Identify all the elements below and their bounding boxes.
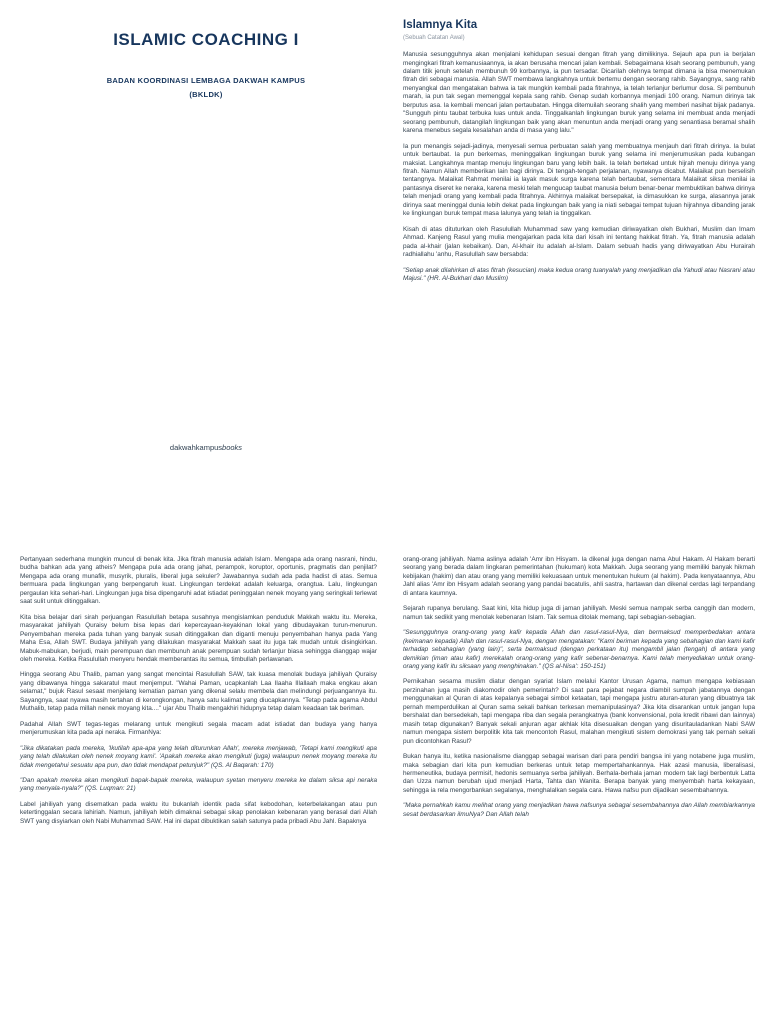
paragraph: Manusia sesungguhnya akan menjalani kehidupan sesuai dengan fitrah yang dimilikinya. Sejauh apa pun ia berjalan mengingkari fitrah kemanusiaannya, ia akan berusaha mencari jalan kembali. Sebagaimana kisah seorang pembunuh, yang dalam titik jenuh setelah membunuh 99 korbannya, ia pun tersadar. Dicarilah olehnya tempat dimana ia bisa menemukan fitrah diri sebagai manusia. Allah SWT membawa langkahnya untuk bertemu dengan seorang rahib. Sayangnya, sang rahib menyangkal dan mengatakan bahwa ia tak mungkin kembali pada fitrahnya, ia telah terlanjur berlumur dosa. Si pembunuh marah, ia pun tak segan memenggal kepala sang rahib. Genap sudah korbannya menjadi 100 orang. Namun dirinya tak berputus asa. Ia kembali mencari jalan pertaubatan. Hingga ditemuilah seorang shalih yang memberi nasihat bijak padanya. "Sungguh pintu taubat terbuka luas untuk anda. Tinggalkanlah lingkungan buruk yang selama ini membuat anda menjadi seorang pembunuh, datangilah lingkungan baik yang akan menuntun anda menjadi orang yang senantiasa beramal shalih karena menebus segala kesalahan anda di masa yang lalu.": [403, 51, 755, 135]
quran-quote: "Dan apakah mereka akan mengikuti bapak-bapak mereka, walaupun syetan menyeru mereka ke dalam siksa api neraka yang menyala-nyala?" (QS. Luqman: 21): [20, 776, 377, 793]
bottom-right-column: [403, 556, 755, 826]
publisher-brand: [20, 443, 392, 452]
paragraph: Pertanyaan sederhana mungkin muncul di benak kita. Jika fitrah manusia adalah Islam. Mengapa ada orang nasrani, hindu, budha bahkan ada yang atheis? Mengapa pula ada orang jahat, perampok, koruptor, oportunis, pragmatis dan penjilat? Mengapa ada orang munafik, musyrik, pluralis, liberal juga sekuler? Jawabannya sudah ada pada hadist di atas. Semua bermuara pada lingkungan yang berpengaruh kuat. Lingkungan terdekat adalah keluarga, orangtua. Lalu, lingkungan pergaulan kita sehari-hari. Lingkungan juga bisa dipengaruhi adat istiadat peninggalan nenek moyang yang seringkali terlewat saat sulit untuk ditinggalkan.: [20, 556, 377, 606]
paragraph: orang-orang jahiliyah. Nama aslinya adalah 'Amr ibn Hisyam. Ia dikenal juga dengan nama Abul Hakam. Al Hakam berarti seorang yang berada dalam lingkaran pemerintahan (hukuman) kota Makkah. Juga seorang yang memiliki banyak hikmah kebijakan (hakim) dan atau orang yang memiliki kekuasaan untuk menentukan hukum (al hakim). Pada kenyataannya, Abu Jahl alias 'Amr ibn Hisyam adalah seorang yang pandai bacatulis, ahli sastra, hartawan dan dikenal cerdas lagi terpandang di antara kaumnya.: [403, 556, 755, 597]
hadith-quote: "Setiap anak dilahirkan di atas fitrah (kesucian) maka kedua orang tuanyalah yang menjadikan dia Yahudi atau Nasrani atau Majusi." (HR. Al-Bukhari dan Muslim): [403, 266, 755, 282]
paragraph: Padahal Allah SWT tegas-tegas melarang untuk mengikuti segala macam adat istiadat dan budaya yang hanya menjerumuskan kita pada api neraka. FirmanNya:: [20, 720, 377, 737]
paragraph: Label jahiliyah yang disematkan pada waktu itu bukanlah identik pada sifat kebodohan, keterbelakangan atau pun ketertinggalan secara lahiriah. Namun, jahiliyah lebih dimaknai sebagai sikap penolakan kebenaran yang berasal dari Allah SWT yang disyiarkan oleh Nabi Muhammad SAW. Hal ini dapat dibuktikan salah satunya pada pribadi Abu Jahl. Bapaknya: [20, 800, 377, 825]
quran-quote: "Sesungguhnya orang-orang yang kafir kepada Allah dan rasul-rasul-Nya, dan bermaksud memperbedakan antara (keimanan kepada) Allah dan rasul-rasul-Nya, dengan mengatakan: "Kami beriman kepada yang sebahagian dan kami kafir terhadap sebahagian (yang lain)", serta bermaksud (dengan perkataan itu) mengambil jalan (tengah) di antara yang demikian (iman atau kafir) merekalah orang-orang yang kafir sebenar-benarnya. Kami telah menyediakan untuk orang-orang yang kafir itu siksaan yang menghinakan." (QS al-Nisa': 150-151): [403, 629, 755, 670]
article-column: [403, 18, 755, 290]
paragraph: Kita bisa belajar dari sirah perjuangan Rasulullah betapa susahnya mengislamkan penduduk Makkah waktu itu. Mereka, masyarakat jahiliyah Quraisy belum bisa lepas dari kepercayaan-keyakinan lokal yang dibudayakan turun-menurun. Penyembahan mereka pada tuhan yang banyak susah ditinggalkan dan diganti menuju penyembahan hanya pada Yang Maha Esa, Allah SWT. Budaya jahiliyah yang dilakukan masyarakat Makkah saat itu juga tak mudah untuk disingkirkan. Mabuk-mabukan, berjudi, main perempuan dan membunuh anak perempuan sudah terlanjur biasa sehingga dianggap wajar oleh mereka. Ketika Rasulullah menyeru hendak memberantas itu semua, timbullah perlawanan.: [20, 613, 377, 663]
publisher-brand-normal: dakwahkampus: [169, 443, 223, 452]
organization-line2: (BKLDK): [189, 90, 223, 100]
paragraph: Bukan hanya itu, ketika nasionalisme dianggap sebagai warisan dari para pendiri bangsa ini yang notabene juga muslim, maka sebagian dari kita pun kemudian berkeras untuk tetap mempertahankannya. Hak azasi manusia, liberalisasi, hermeneutika, budaya permisif, hedonis semuanya serba jahiliyah. Berhala-berhala jaman modern tak lagi berbentuk Latta dan Uzza namun berubah ujud menjadi Harta, Tahta dan Wanita. Berapa banyak yang menyembah harta kekayaan, sehingga ia rela mengorbankan segalanya, menghalalkan segala cara. Hawa nafsu pun dijadikan sesembahannya.: [403, 753, 755, 794]
publisher-brand-italic: books: [222, 443, 243, 452]
paragraph: Pernikahan sesama muslim diatur dengan syariat Islam melalui Kantor Urusan Agama, namun mengapa kebiasaan perzinahan juga masih diakomodir oleh pemerintah? Di saat para pejabat negara diambil sumpah jabatannya dengan menggunakan al Quran di atas kepalanya sebagai simbol ketaatan, tapi mengapa justru aturan-aturan yang dibuatnya tak pernah memperdulikan al Quran sama sekali bahkan terkesan memanipulasinya? Jika kita disarankan untuk jangan lupa bershalat dan bersedekah, tapi mengapa riba dan segala perangkatnya (bank konvensional, pola kredit ribawi dan lainnya) masih tetap digunakan? Banyak sekali anjuran agar akhlak kita disesuaikan dengan yang disuritauladankan Nabi SAW namun mengapa sistem berpolitik kita tak mencontoh Rasul, malahan mengikuti sistem demokrasi yang tak pernah sekali pun dicontohkan Rasul?: [403, 678, 755, 745]
article-subtitle: (Sebuah Catatan Awal): [403, 35, 465, 42]
paragraph: Sejarah rupanya berulang. Saat kini, kita hidup juga di jaman jahiliyah. Meski semua nampak serba canggih dan modern, namun tak sedikit yang menolak kebenaran Islam. Tak semua ditolak memang, tapi sebagian-sebagian.: [403, 605, 755, 621]
organization-name: [20, 74, 392, 103]
quran-quote: "Jika dikatakan pada mereka, 'Ikutilah apa-apa yang telah diturunkan Allah', mereka menjawab, 'Tetapi kami mengikuti apa yang telah dilakukan oleh nenek moyang kami'. 'Apakah mereka akan mengikuti (juga) walaupun nenek moyang mereka itu tidak mengetahui sesuatu apa pun, dan tidak mendapat petunjuk?" (QS. Al Baqarah: 170): [20, 744, 377, 769]
cover-block: [20, 0, 392, 530]
bottom-left-column: [20, 556, 377, 833]
paragraph: Kisah di atas dituturkan oleh Rasulullah Muhammad saw yang kemudian diriwayatkan oleh Bukhari, Muslim dan Imam Ahmad. Kanjeng Rasul yang mulia mengajarkan pada kita dari kisah ini tentang hakikat fitrah. Ya, fitrah manusia adalah pada al-khair (jalan kebaikan). Dan, Al-khair itu adalah al-Islam. Dalam sebuah hadis yang diriwayatkan Abu Hurairah radhiallahu 'anhu, Rasulullah saw bersabda:: [403, 225, 755, 259]
quran-quote: "Maka pernahkah kamu melihat orang yang menjadikan hawa nafsunya sebagai sesembahannya dan Allah membiarkannya sesat berdasarkan ilmuNya? Dan Allah telah: [403, 802, 755, 818]
organization-line1: BADAN KOORDINASI LEMBAGA DAKWAH KAMPUS: [106, 76, 306, 85]
book-title: ISLAMIC COACHING I: [113, 30, 299, 49]
paragraph: Ia pun menangis sejadi-jadinya, menyesali semua perbuatan salah yang membuatnya menjauh dari fitrah dirinya. Ia bulat untuk bertaubat. Ia pun berkemas, meninggalkan lingkungan buruk yang selama ini menjerumuskan pada kubangan maksiat. Langkahnya mantap menuju lingkungan baru yang lebih baik. Ia telah bertekad untuk hijrah menuju dirinya yang fitrah. Namun Allah memberikan lain bagi dirinya. Di tengah-tengah perjalanan, nyawanya dicabut. Malaikat pun berselisih tentangnya. Malaikat Rahmat menilai ia layak masuk surga karena telah bertaubat, sementara Malaikat siksa menilai ia pantasnya diseret ke neraka, karena meski telah mengucap taubat manusia belum benar-benar membuktikan bahwa dirinya telah menjadi orang yang kembali pada fitrahnya. Akhirnya malaikat bersepakat, ia dimasukkan ke surga, alasannya jarak dirinya saat meninggal dunia lebih dekat pada lingkungan baik yang ia niati sebagai tempat tujuan hijrahnya dibanding jarak ke lingkungan buruk tempat masa lalunya yang telah ia tinggalkan.: [403, 142, 755, 218]
article-title: Islamnya Kita: [403, 19, 478, 31]
paragraph: Hingga seorang Abu Thalib, paman yang sangat mencintai Rasulullah SAW, tak kuasa menolak budaya jahiliyah Quraisy yang dibawanya hingga sakaratul maut menjemput. "Wahai Paman, ucapkanlah Laa Ilaaha Illallaah maka engkau akan selamat," bujuk Rasul sesaat menjelang kematian paman yang dikenal selalu membela dan melindungi perjuangannya itu. Sayangnya, saat nyawa masih tertahan di kerongkongan, hanya satu kalimat yang diucapkannya. "Tetap pada agama Abdul Muthalib, tetap pada millah nenek moyang kita...." ujar Abu Thalib mengakhiri hidupnya tetap dalam keadaan tak beriman.: [20, 671, 377, 713]
